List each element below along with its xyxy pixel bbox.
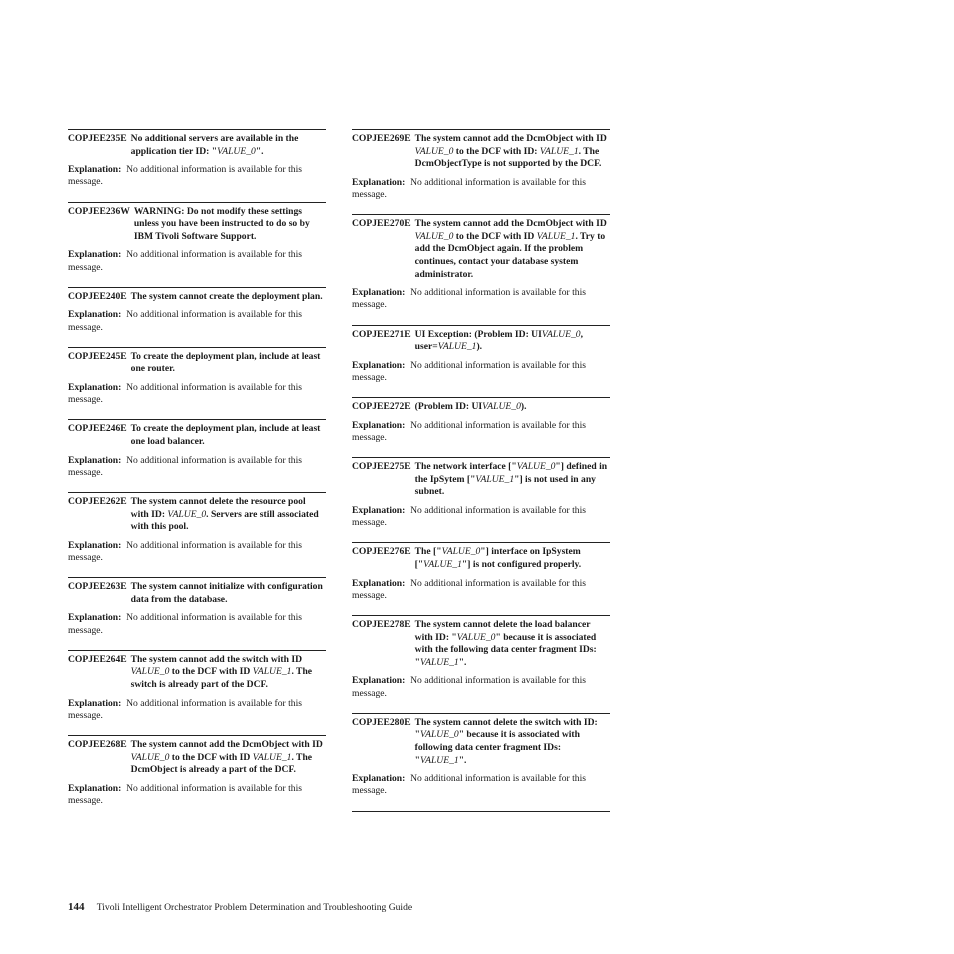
message-text (415, 133, 610, 171)
explanation-label: Explanation: (352, 773, 406, 785)
message-code: COPJEE236W (68, 205, 130, 217)
message-text (131, 291, 326, 304)
message-entry (352, 713, 610, 798)
message-code: COPJEE276E (352, 546, 411, 558)
message-variable: VALUE_1 (252, 666, 292, 678)
explanation (352, 360, 610, 384)
explanation-label: Explanation: (352, 504, 406, 516)
message-variable: VALUE_0 (441, 546, 481, 558)
message-fragment: The system cannot add the DcmObject with ID (414, 218, 607, 230)
message-fragment: ". (458, 754, 467, 766)
explanation-text: No additional information is available for this message. (352, 773, 586, 797)
explanation-label: Explanation: (68, 782, 122, 794)
section-end-rule (352, 811, 610, 812)
message-entry (352, 214, 610, 311)
message-code: COPJEE262E (68, 495, 127, 507)
message-fragment: ). (476, 341, 483, 353)
explanation (68, 698, 326, 722)
message-code: COPJEE240E (68, 290, 127, 302)
page-number: 144 (68, 901, 85, 913)
message-variable: VALUE_0 (130, 751, 170, 763)
message-entry (68, 347, 326, 407)
message-entry (352, 325, 610, 385)
message-fragment: . The DcmObject is already a part of the DCF. (130, 751, 313, 776)
message-fragment: , user= (414, 328, 583, 353)
message-text (415, 218, 610, 281)
message-entry (68, 287, 326, 334)
message-variable: VALUE_0 (414, 230, 454, 242)
message-variable: VALUE_0 (167, 508, 207, 520)
message-text (131, 739, 326, 777)
message-code: COPJEE272E (352, 401, 411, 413)
message-variable: VALUE_1 (475, 473, 515, 485)
explanation (352, 578, 610, 602)
message-fragment: ". (458, 656, 467, 668)
message-heading (68, 581, 326, 606)
explanation-text: No additional information is available for this message. (352, 176, 586, 200)
explanation-text: No additional information is available for this message. (352, 577, 586, 601)
explanation-text: No additional information is available for this message. (352, 675, 586, 699)
explanation-text: No additional information is available for this message. (68, 309, 302, 333)
explanation-label: Explanation: (68, 539, 122, 551)
message-text (131, 496, 326, 534)
left-column (68, 129, 326, 820)
explanation-label: Explanation: (352, 287, 406, 299)
explanation-text: No additional information is available for this message. (352, 287, 586, 311)
message-code: COPJEE269E (352, 133, 411, 144)
message-fragment: The system cannot add the DcmObject with ID (414, 133, 607, 144)
message-heading (68, 739, 326, 777)
message-heading (68, 133, 326, 158)
explanation-label: Explanation: (68, 249, 122, 261)
message-fragment: "] is not used in any subnet. (414, 473, 596, 498)
message-text (131, 654, 326, 692)
message-fragment: " because it is associated with following data center fragment IDs: " (414, 729, 580, 766)
message-text (134, 206, 326, 244)
message-heading (352, 546, 610, 571)
explanation (68, 540, 326, 564)
message-fragment: The system cannot delete the switch with ID: " (414, 716, 598, 741)
message-fragment: The system cannot delete the load balancer with ID: " (414, 618, 591, 643)
explanation-text: No additional information is available for this message. (68, 782, 302, 806)
message-text (415, 401, 610, 414)
message-entry (352, 129, 610, 201)
message-heading (68, 351, 326, 376)
message-text (415, 329, 610, 354)
message-entry (68, 202, 326, 274)
message-variable: VALUE_1 (419, 754, 459, 766)
message-code: COPJEE246E (68, 423, 127, 435)
message-fragment: No additional servers are available in the application tier ID: " (130, 133, 299, 157)
message-variable: VALUE_1 (536, 230, 576, 242)
message-code: COPJEE245E (68, 350, 127, 362)
message-variable: VALUE_0 (419, 729, 459, 741)
message-variable: VALUE_0 (130, 666, 170, 678)
message-fragment: To create the deployment plan, include at least one router. (130, 350, 321, 375)
explanation-text: No additional information is available for this message. (68, 381, 302, 406)
message-variable: VALUE_0 (516, 461, 556, 473)
explanation (68, 612, 326, 636)
explanation (68, 783, 326, 807)
message-fragment: The system cannot delete the resource pool with ID: (130, 495, 306, 520)
explanation (68, 309, 326, 333)
message-text (131, 351, 326, 376)
message-text (415, 717, 610, 767)
message-variable: VALUE_0 (541, 328, 581, 340)
message-fragment: The system cannot create the deployment plan. (130, 290, 323, 302)
explanation-label: Explanation: (352, 577, 406, 589)
message-fragment: to the DCF with ID (453, 230, 537, 242)
message-variable: VALUE_0 (217, 145, 256, 157)
explanation (68, 382, 326, 406)
explanation (352, 675, 610, 699)
message-code: COPJEE264E (68, 653, 127, 665)
message-heading (352, 329, 610, 354)
message-entry (68, 129, 326, 189)
message-heading (352, 619, 610, 669)
message-code: COPJEE270E (352, 218, 411, 230)
message-entry (68, 419, 326, 479)
message-heading (68, 291, 326, 304)
message-heading (352, 461, 610, 499)
message-code: COPJEE280E (352, 716, 411, 728)
explanation-text: No additional information is available for this message. (68, 249, 302, 273)
message-variable: VALUE_0 (482, 401, 521, 413)
message-fragment: The system cannot add the switch with ID (130, 653, 303, 665)
message-text (415, 619, 610, 669)
message-fragment: " because it is associated with the following data center fragment IDs: " (414, 631, 597, 668)
message-fragment: The system cannot add the DcmObject with ID (130, 738, 323, 750)
message-fragment: WARNING: Do not modify these settings unless you have been instructed to do so by IBM Tivoli Software Support. (133, 205, 310, 242)
explanation-text: No additional information is available for this message. (68, 697, 302, 721)
message-fragment: UI Exception: (Problem ID: UI (414, 328, 542, 340)
message-fragment: to the DCF with ID (169, 751, 253, 763)
explanation-label: Explanation: (68, 309, 122, 321)
message-entry (68, 492, 326, 564)
message-fragment: "] interface on IpSystem [" (414, 546, 581, 570)
explanation-label: Explanation: (68, 612, 122, 624)
explanation (352, 287, 610, 311)
message-fragment: . The switch is already part of the DCF. (130, 666, 313, 690)
explanation-text: No additional information is available for this message. (68, 539, 302, 563)
explanation-text: No additional information is available for this message. (68, 612, 302, 636)
message-fragment: . Servers are still associated with this pool. (130, 508, 319, 533)
message-variable: VALUE_0 (414, 145, 454, 157)
message-entry (352, 615, 610, 700)
message-entry (68, 577, 326, 637)
explanation-text: No additional information is available for this message. (352, 419, 586, 443)
message-variable: VALUE_1 (419, 656, 459, 668)
message-heading (352, 401, 610, 414)
explanation (68, 249, 326, 273)
explanation-label: Explanation: (352, 359, 406, 371)
message-heading (68, 423, 326, 448)
message-variable: VALUE_1 (423, 558, 462, 570)
message-code: COPJEE275E (352, 461, 411, 473)
message-entry (352, 542, 610, 602)
explanation-text: No additional information is available for this message. (68, 164, 302, 188)
explanation-label: Explanation: (352, 675, 406, 687)
message-text (131, 581, 326, 606)
message-fragment: "] defined in the IpSytem [" (414, 461, 608, 485)
message-fragment: The network interface [" (414, 461, 517, 473)
explanation-label: Explanation: (352, 419, 406, 431)
message-fragment: ). (520, 401, 527, 413)
message-variable: VALUE_1 (252, 751, 292, 763)
message-fragment: to the DCF with ID (169, 666, 253, 678)
explanation (352, 177, 610, 201)
explanation-label: Explanation: (68, 381, 122, 393)
message-fragment: (Problem ID: UI (414, 401, 483, 413)
message-heading (352, 218, 610, 281)
message-text (131, 133, 326, 158)
explanation (352, 420, 610, 444)
message-fragment: to the DCF with ID: (453, 145, 540, 157)
footer-title: Tivoli Intelligent Orchestrator Problem Determination and Troubleshooting Guide (96, 902, 413, 913)
message-heading (352, 133, 610, 171)
message-fragment: "] is not configured properly. (461, 558, 582, 570)
message-heading (68, 654, 326, 692)
message-heading (352, 717, 610, 767)
explanation-label: Explanation: (68, 164, 122, 176)
message-fragment: ". (255, 145, 264, 157)
explanation-label: Explanation: (68, 697, 122, 709)
explanation (352, 505, 610, 529)
explanation (68, 164, 326, 188)
message-fragment: The [" (414, 546, 442, 558)
explanation-text: No additional information is available for this message. (68, 454, 302, 478)
message-fragment: . Try to add the DcmObject again. If the problem continues, contact your database system administrator. (414, 230, 606, 280)
message-code: COPJEE278E (352, 618, 411, 630)
message-code: COPJEE268E (68, 738, 127, 750)
message-text (415, 461, 610, 499)
message-fragment: To create the deployment plan, include at least one load balancer. (130, 423, 321, 447)
explanation (68, 455, 326, 479)
message-code: COPJEE235E (68, 133, 127, 144)
message-text (131, 423, 326, 448)
page-footer (68, 901, 412, 913)
message-heading (68, 496, 326, 534)
explanation-label: Explanation: (68, 454, 122, 466)
message-heading (68, 206, 326, 244)
right-column (352, 129, 610, 812)
message-variable: VALUE_1 (539, 145, 579, 157)
message-entry (68, 735, 326, 807)
message-fragment: The system cannot initialize with configuration data from the database. (130, 581, 323, 605)
message-variable: VALUE_1 (437, 341, 477, 353)
explanation (352, 773, 610, 797)
explanation-text: No additional information is available for this message. (352, 359, 586, 383)
message-fragment: . The DcmObjectType is not supported by the DCF. (414, 145, 602, 170)
message-entry (352, 457, 610, 529)
message-code: COPJEE263E (68, 581, 127, 593)
message-entry (352, 397, 610, 444)
message-text (415, 546, 610, 571)
explanation-label: Explanation: (352, 176, 406, 188)
message-entry (68, 650, 326, 722)
explanation-text: No additional information is available for this message. (352, 504, 586, 529)
message-variable: VALUE_0 (456, 631, 496, 643)
message-code: COPJEE271E (352, 328, 411, 340)
